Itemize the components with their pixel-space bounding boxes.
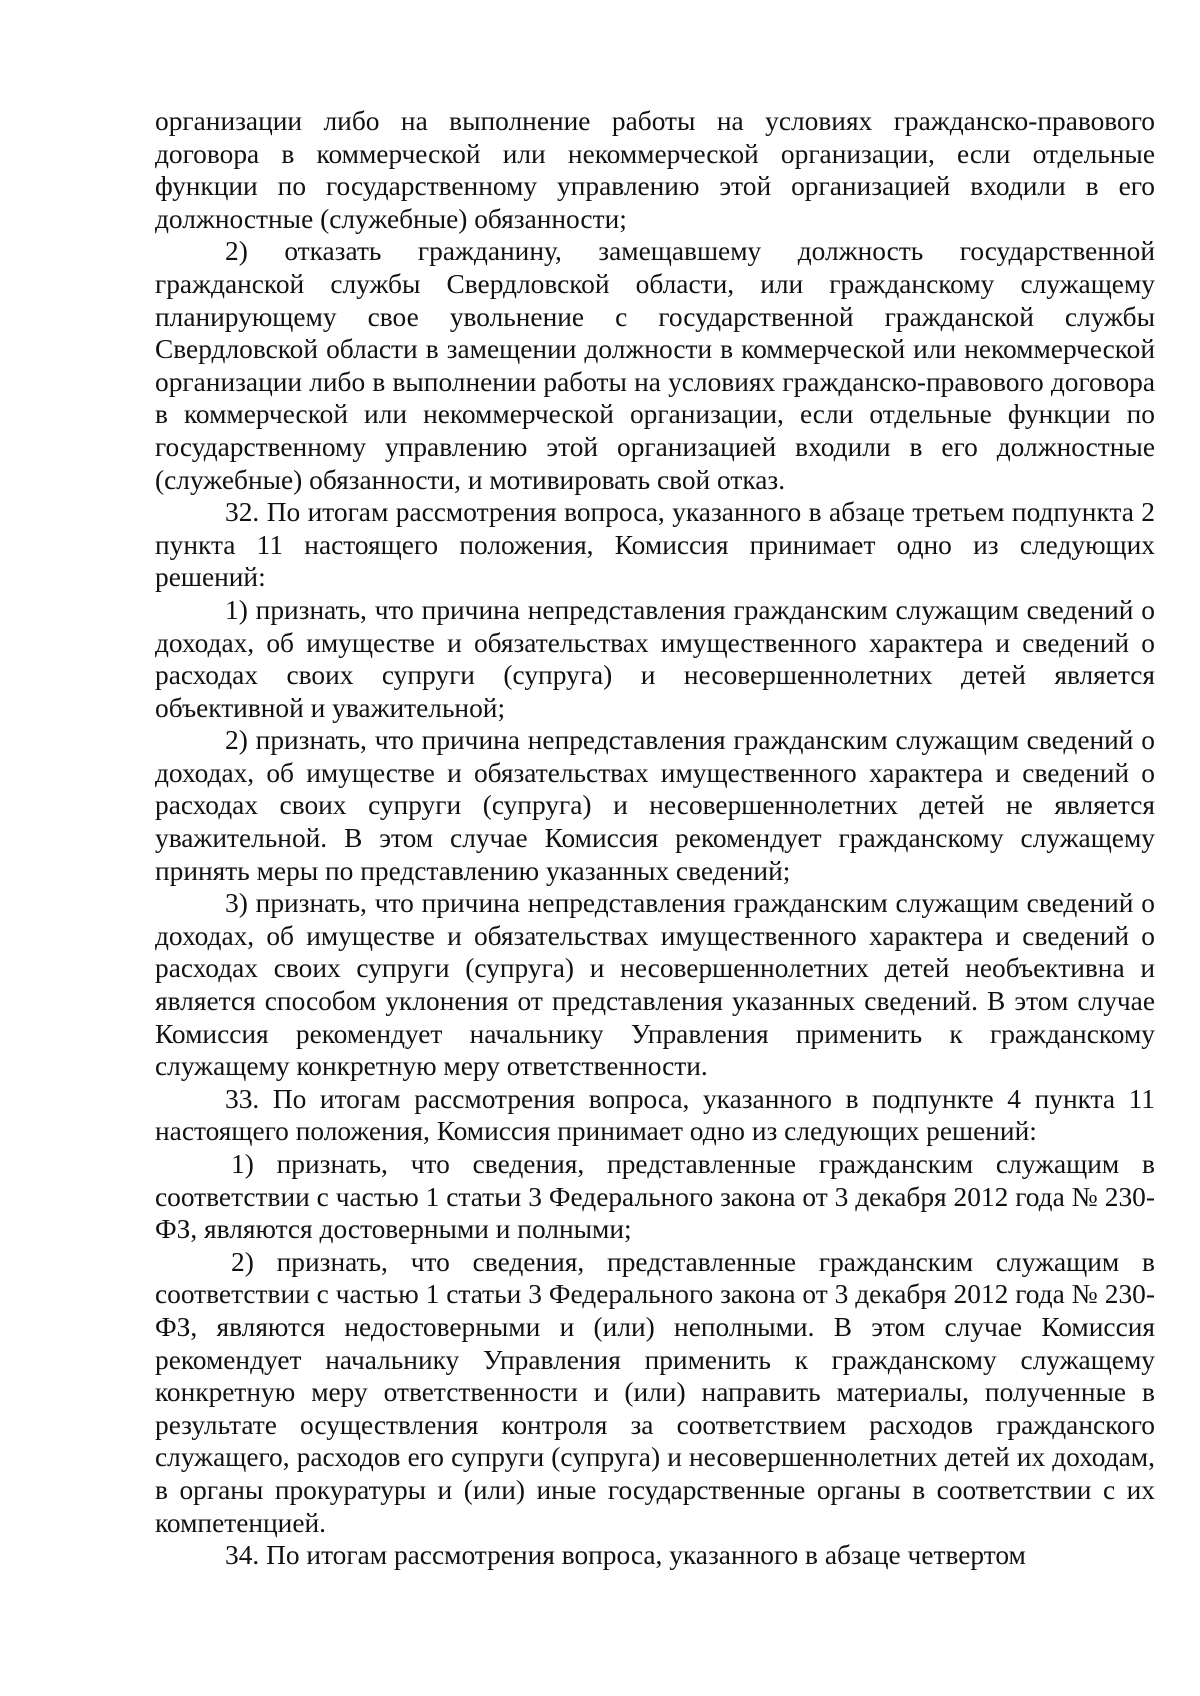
paragraph-31-item-2: 2) отказать гражданину, замещавшему должность государственной гражданской службы Свердловской области, или гражданскому служащему планирующему свое увольнение с государственной гражданской службы Свердловской области в замещении должности в коммерческой или некоммерческой организации либо в выполнении работы на условиях гражданско-правового договора в коммерческой или некоммерческой организации, если отдельные функции по государственному управлению этой организацией входили в его должностные (служебные) обязанности, и мотивировать свой отказ. <box>155 236 1155 495</box>
paragraph-32-item-1: 1) признать, что причина непредставления гражданским служащим сведений о доходах, об имуществе и обязательствах имущественного характера и сведений о расходах своих супруги (супруга) и несовершеннолетних детей является объективной и уважительной; <box>155 594 1155 723</box>
document-page <box>155 105 1155 1572</box>
paragraph-33-item-2: 2) признать, что сведения, представленные гражданским служащим в соответствии с частью 1 статьи 3 Федерального закона от 3 декабря 2012 года № 230-ФЗ, являются недостоверными и (или) неполными. В этом случае Комиссия рекомендует начальнику Управления применить к гражданскому служащему конкретную меру ответственности и (или) направить материалы, полученные в результате осуществления контроля за соответствием расходов гражданского служащего, расходов его супруги (супруга) и несовершеннолетних детей их доходам, в органы прокуратуры и (или) иные государственные органы в соответствии с их компетенцией. <box>155 1246 1155 1538</box>
paragraph-33-item-1: 1) признать, что сведения, представленные гражданским служащим в соответствии с частью 1 статьи 3 Федерального закона от 3 декабря 2012 года № 230-ФЗ, являются достоверными и полными; <box>155 1149 1155 1245</box>
paragraph-32: 32. По итогам рассмотрения вопроса, указанного в абзаце третьем подпункта 2 пункта 11 настоящего положения, Комиссия принимает одно из следующих решений: <box>155 497 1155 593</box>
paragraph-33: 33. По итогам рассмотрения вопроса, указанного в подпункте 4 пункта 11 настоящего положения, Комиссия принимает одно из следующих решений: <box>155 1083 1155 1147</box>
paragraph-34: 34. По итогам рассмотрения вопроса, указанного в абзаце четвертом <box>225 1540 1026 1571</box>
paragraph-continuation: организации либо на выполнение работы на условиях гражданско-правового договора в коммерческой или некоммерческой организации, если отдельные функции по государственному управлению этой организацией входили в его должностные (служебные) обязанности; <box>155 106 1155 234</box>
paragraph-32-item-3: 3) признать, что причина непредставления гражданским служащим сведений о доходах, об имуществе и обязательствах имущественного характера и сведений о расходах своих супруги (супруга) и несовершеннолетних детей необъективна и является способом уклонения от представления указанных сведений. В этом случае Комиссия рекомендует начальнику Управления применить к гражданскому служащему конкретную меру ответственности. <box>155 888 1155 1082</box>
paragraph-32-item-2: 2) признать, что причина непредставления гражданским служащим сведений о доходах, об имуществе и обязательствах имущественного характера и сведений о расходах своих супруги (супруга) и несовершеннолетних детей не является уважительной. В этом случае Комиссия рекомендует гражданскому служащему принять меры по представлению указанных сведений; <box>155 725 1155 886</box>
